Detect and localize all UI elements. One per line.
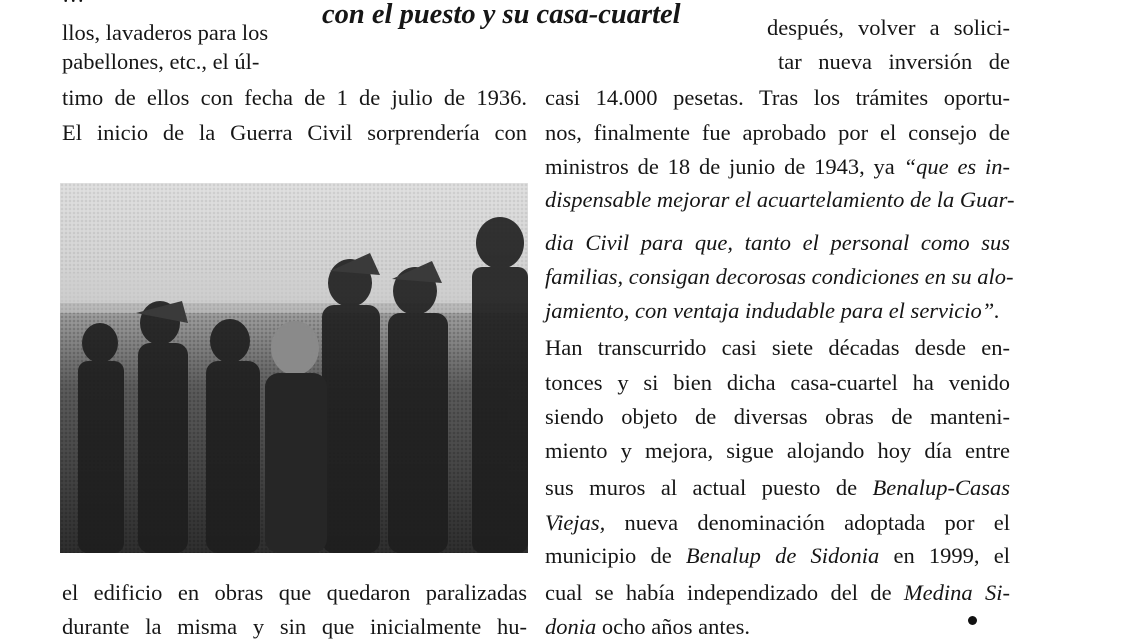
right-line-6-text: dispensable mejorar el acuartelamiento de la Guar- (545, 187, 1015, 212)
right-line-7 (545, 226, 1010, 260)
right-line-15-text: nueva denominación adoptada por el (624, 510, 1010, 535)
right-line-16-text-a: municipio de (545, 543, 672, 568)
left-line-3: timo de ellos con fecha de 1 de julio de 1936. (62, 85, 527, 110)
right-line-15-place: Viejas, (545, 510, 606, 535)
right-line-8 (545, 260, 1014, 294)
right-line-2: tar nueva inversión de (778, 49, 1010, 74)
end-bullet-icon (968, 616, 977, 625)
right-line-14-text: sus muros al actual puesto de (545, 475, 858, 500)
right-line-5-text: ministros de 18 de junio de 1943, ya (545, 154, 895, 179)
right-line-1: después, volver a solici- (767, 15, 1010, 40)
right-line-10: Han transcurrido casi siete décadas desde en- (545, 335, 1010, 360)
left-line-1: llos, lavaderos para los (62, 20, 269, 45)
historical-photo (60, 183, 528, 553)
right-line-7-text: dia Civil para que, tanto el personal como sus (545, 230, 1010, 255)
right-line-13: miento y mejora, sigue alojando hoy día entre (545, 438, 1010, 463)
right-line-16 (545, 539, 1010, 573)
right-line-8-text: familias, consigan decorosas condiciones en su alo- (545, 264, 1014, 289)
right-line-17 (545, 576, 1010, 610)
right-line-6 (545, 183, 1015, 217)
top-cutoff-text (62, 0, 85, 7)
right-line-4: nos, finalmente fue aprobado por el consejo de (545, 120, 1010, 145)
right-line-11: tonces y si bien dicha casa-cuartel ha venido (545, 370, 1010, 395)
right-line-5 (545, 150, 1010, 184)
right-line-14 (545, 471, 1010, 505)
right-line-9-text: jamiento, con ventaja indudable para el servicio”. (545, 298, 1000, 323)
right-line-9 (545, 294, 1010, 328)
right-line-5-quote: “que es in- (903, 154, 1010, 179)
left-line-5: el edificio en obras que quedaron paralizadas (62, 580, 527, 605)
right-line-12: siendo objeto de diversas obras de manteni- (545, 404, 1010, 429)
right-line-17-text: cual se había independizado del de (545, 580, 892, 605)
right-line-18-text: ocho años antes. (601, 614, 750, 639)
left-line-4: El inicio de la Guerra Civil sorprendería con (62, 120, 527, 145)
right-line-18-place: donia (545, 614, 597, 639)
section-heading: con el puesto y su casa-cuartel (322, 0, 681, 30)
right-line-17-place: Medina Si- (903, 580, 1010, 605)
photo-people-icon (60, 183, 528, 553)
right-line-15 (545, 506, 1010, 540)
right-line-3: casi 14.000 pesetas. Tras los trámites oportu- (545, 85, 1010, 110)
left-line-2: pabellones, etc., el úl- (62, 49, 260, 74)
right-line-18 (545, 610, 1010, 644)
right-line-16-text-c: en 1999, el (893, 543, 1010, 568)
right-line-14-place: Benalup-Casas (872, 475, 1011, 500)
left-line-6: durante la misma y sin que inicialmente hu- (62, 614, 527, 639)
right-line-16-place: Benalup de Sidonia (685, 543, 880, 568)
